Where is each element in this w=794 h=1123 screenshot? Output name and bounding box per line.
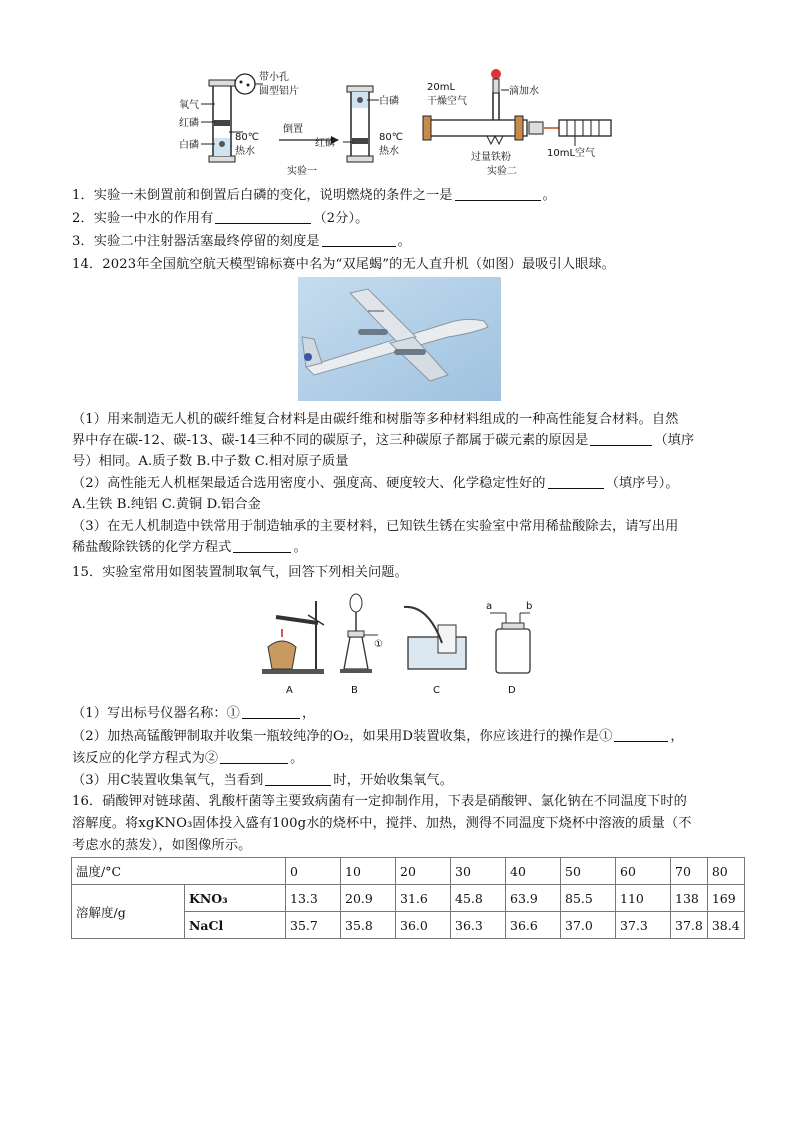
q13-blank-2[interactable]	[215, 209, 311, 224]
value-cell: 45.8	[451, 885, 506, 912]
temp-cell: 80	[707, 858, 744, 885]
q14-p2a-line	[72, 474, 679, 494]
caption-experiment-2: 实验二	[487, 166, 517, 177]
q14-p1c: 号）相同。A.质子数 B.中子数 C.相对原子质量	[72, 454, 349, 469]
q15-blank-3[interactable]	[220, 749, 288, 764]
label-white-phosphorus: 白磷	[179, 140, 199, 151]
temp-cell: 0	[286, 858, 341, 885]
label-invert: 倒置	[283, 124, 303, 135]
q14-p2a-end: （填序号）。	[605, 476, 679, 491]
substance-cell: NaCl	[185, 912, 286, 939]
temp-cell: 60	[616, 858, 671, 885]
q13-line-1	[72, 186, 556, 206]
apparatus-label-b: B	[351, 685, 358, 696]
apparatus-mark-1: ①	[374, 639, 383, 650]
value-cell: 13.3	[286, 885, 341, 912]
caption-experiment-1: 实验一	[287, 166, 317, 177]
value-cell: 85.5	[561, 885, 616, 912]
value-cell: 35.7	[286, 912, 341, 939]
q13-line-2	[72, 209, 368, 229]
temp-cell: 20	[396, 858, 451, 885]
temp-cell: 70	[671, 858, 708, 885]
value-cell: 37.3	[616, 912, 671, 939]
q15-p1: （1）写出标号仪器名称：①	[72, 706, 240, 721]
label-10ml-air: 10mL空气	[547, 148, 596, 159]
q14-p1b-line	[72, 431, 694, 451]
q14-p1b: 界中存在碳-12、碳-13、碳-14三种不同的碳原子，这三种碳原子都属于碳元素的原因是	[72, 433, 589, 448]
q14-p1a: （1）用来制造无人机的碳纤维复合材料是由碳纤维和树脂等多种材料组成的一种高性能复合材料。自然	[72, 412, 679, 427]
label-white-phosphorus-2: 白磷	[379, 96, 399, 107]
value-cell: 63.9	[506, 885, 561, 912]
q15-p2a: （2）加热高锰酸钾制取并收集一瓶较纯净的O₂，如果用D装置收集，你应该进行的操作是①	[72, 729, 613, 744]
temp-cell: 50	[561, 858, 616, 885]
q16-p2: 溶解度。将xgKNO₃固体投入盛有100g水的烧杯中，搅拌、加热，测得不同温度下烧杯中溶液的质量（不	[72, 816, 692, 831]
q15-intro: 15．实验室常用如图装置制取氧气，回答下列相关问题。	[72, 565, 408, 580]
value-cell: 110	[616, 885, 671, 912]
q16-p3: 考虑水的蒸发），如图像所示。	[72, 838, 252, 853]
label-red-phosphorus-2: 红磷	[315, 138, 335, 149]
label-hot-water: 热水	[235, 146, 255, 157]
label-plate: 带小孔	[259, 72, 289, 83]
value-cell: 36.3	[451, 912, 506, 939]
label-dry-air: 干燥空气	[427, 96, 467, 107]
q15-p3-line	[72, 771, 453, 791]
q14-p3b-end: 。	[293, 540, 307, 555]
table-header-row	[72, 858, 745, 885]
q14-p3b: 稀盐酸除铁锈的化学方程式	[72, 540, 232, 555]
label-temp: 80℃	[235, 132, 259, 143]
q15-p1-line	[72, 704, 315, 724]
value-cell: 169	[707, 885, 744, 912]
combustion-experiment-figure	[175, 62, 620, 180]
q15-blank-4[interactable]	[265, 771, 331, 786]
q13-text-3-end: 。	[397, 234, 411, 249]
q15-p2b-line	[72, 749, 303, 769]
label-hot-water-2: 热水	[379, 146, 399, 157]
solubility-table	[71, 857, 745, 939]
value-cell: 36.0	[396, 912, 451, 939]
apparatus-port-b: b	[526, 601, 533, 612]
label-oxygen: 氧气	[179, 100, 199, 111]
q15-p2a-end: ，	[670, 729, 684, 744]
q14-p2a: （2）高性能无人机框架最适合选用密度小、强度高、硬度较大、化学稳定性好的	[72, 476, 546, 491]
solubility-header-cell: 溶解度/g	[72, 885, 185, 939]
q14-blank-1[interactable]	[590, 431, 652, 446]
q15-p2b: 该反应的化学方程式为②	[72, 751, 219, 766]
substance-cell: KNO₃	[185, 885, 286, 912]
temp-header-cell: 温度/°C	[72, 858, 286, 885]
label-20ml: 20mL	[427, 82, 456, 93]
temp-cell: 10	[341, 858, 396, 885]
value-cell: 31.6	[396, 885, 451, 912]
q16-p1: 16．硝酸钾对链球菌、乳酸杆菌等主要致病菌有一定抑制作用，下表是硝酸钾、氯化钠在不同温度下时的	[72, 794, 687, 809]
value-cell: 138	[671, 885, 708, 912]
q15-p3: （3）用C装置收集氧气，当看到	[72, 773, 264, 788]
q13-blank-3[interactable]	[322, 232, 396, 247]
q13-text-3: 3．实验二中注射器活塞最终停留的刻度是	[72, 234, 320, 249]
value-cell: 36.6	[506, 912, 561, 939]
label-plate2: 圆型铝片	[259, 86, 299, 97]
oxygen-apparatus-figure	[258, 587, 536, 701]
q15-blank-1[interactable]	[242, 704, 300, 719]
label-iron-powder: 过量铁粉	[471, 152, 511, 163]
apparatus-label-a: A	[286, 685, 293, 696]
temp-cell: 40	[506, 858, 561, 885]
value-cell: 20.9	[341, 885, 396, 912]
label-drip-water: 滴加水	[509, 86, 539, 97]
apparatus-label-c: C	[433, 685, 440, 696]
apparatus-port-a: a	[486, 601, 493, 612]
value-cell: 38.4	[707, 912, 744, 939]
q15-p2a-line	[72, 727, 684, 747]
q13-line-3	[72, 232, 411, 252]
q14-intro: 14．2023年全国航空航天模型锦标赛中名为“双尾蝎”的无人直升机（如图）最吸引人眼球。	[72, 257, 615, 272]
q14-p3b-line	[72, 538, 307, 558]
value-cell: 37.8	[671, 912, 708, 939]
q14-p1b-end: （填序	[654, 433, 695, 448]
q15-blank-2[interactable]	[614, 727, 668, 742]
table-row-kno3	[72, 885, 745, 912]
q15-p3-end: 时，开始收集氧气。	[333, 773, 454, 788]
q14-blank-2[interactable]	[548, 474, 604, 489]
value-cell: 35.8	[341, 912, 396, 939]
q15-p2b-end: 。	[290, 751, 304, 766]
label-temp-2: 80℃	[379, 132, 403, 143]
label-red-phosphorus: 红磷	[179, 118, 199, 129]
q13-text-2: 2．实验一中水的作用有	[72, 211, 214, 226]
q13-text-1: 1．实验一未倒置前和倒置后白磷的变化，说明燃烧的条件之一是	[72, 188, 453, 203]
q13-text-1-end: 。	[542, 188, 556, 203]
apparatus-label-d: D	[508, 685, 516, 696]
q13-text-2-end: （2分）。	[313, 211, 369, 226]
q13-blank-1[interactable]	[455, 186, 541, 201]
q14-p2b: A.生铁 B.纯铝 C.黄铜 D.铝合金	[72, 497, 261, 512]
drone-photo	[298, 277, 501, 401]
q15-p1-end: ，	[301, 706, 316, 721]
q14-blank-3[interactable]	[233, 538, 291, 553]
value-cell: 37.0	[561, 912, 616, 939]
q14-p3a: （3）在无人机制造中铁常用于制造轴承的主要材料，已知铁生锈在实验室中常用稀盐酸除去，请写出用	[72, 519, 679, 534]
temp-cell: 30	[451, 858, 506, 885]
